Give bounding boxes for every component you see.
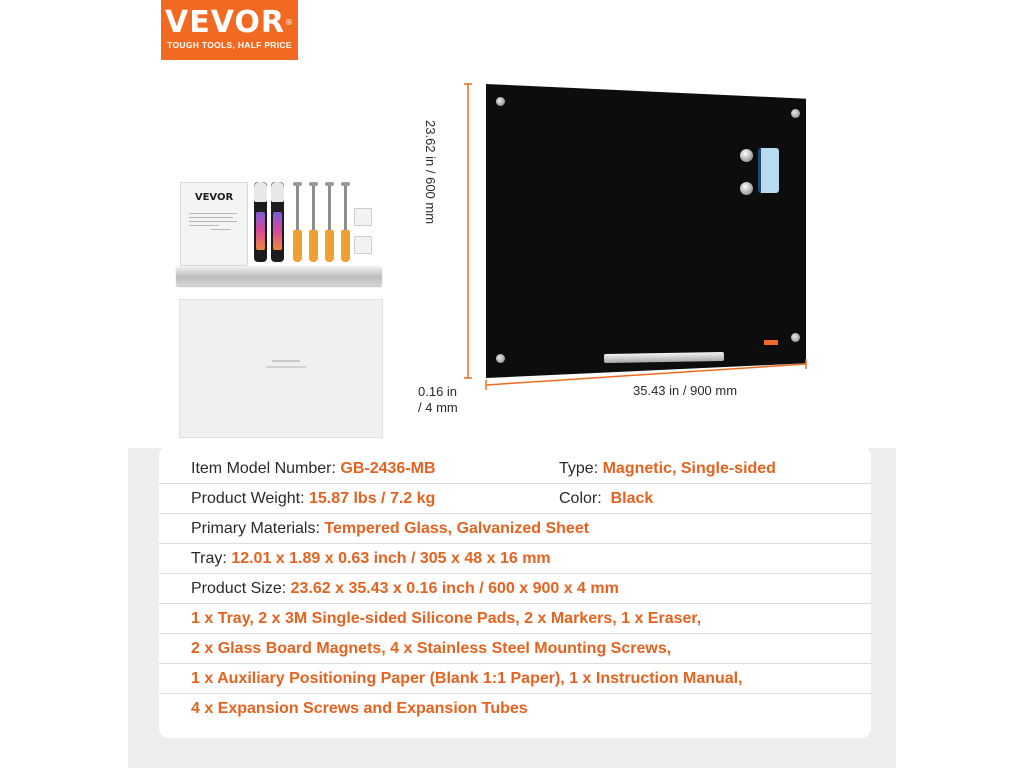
weight-label: Product Weight:: [191, 490, 305, 507]
tray-value: 12.01 x 1.89 x 0.63 inch / 305 x 48 x 16 mm: [231, 550, 551, 567]
spec-row: [159, 484, 871, 514]
thickness-label-line1: 0.16 in: [418, 384, 458, 399]
model-value: GB-2436-MB: [340, 460, 436, 477]
height-dimension-label: 23.62 in / 600 mm: [423, 120, 438, 225]
thickness-label-line2: / 4 mm: [418, 400, 458, 415]
specs-panel: [159, 446, 871, 738]
type-label: Type:: [559, 460, 599, 477]
color-label: Color:: [559, 490, 602, 507]
package-line: [159, 604, 871, 634]
package-line: [159, 664, 871, 694]
package-line: [159, 634, 871, 664]
package-line-text: 2 x Glass Board Magnets, 4 x Stainless Steel Mounting Screws,: [191, 640, 672, 657]
size-value: 23.62 x 35.43 x 0.16 inch / 600 x 900 x 4 mm: [290, 580, 619, 597]
width-dimension-line: [486, 364, 806, 385]
spec-row: [159, 574, 871, 604]
package-line-text: 1 x Tray, 2 x 3M Single-sided Silicone Pads, 2 x Markers, 1 x Eraser,: [191, 610, 702, 627]
logo-brand-text: VEVOR: [164, 5, 285, 40]
package-line-text: 4 x Expansion Screws and Expansion Tubes: [191, 700, 528, 717]
spec-row: [159, 514, 871, 544]
package-line-text: 1 x Auxiliary Positioning Paper (Blank 1:1 Paper), 1 x Instruction Manual,: [191, 670, 743, 687]
model-label: Item Model Number:: [191, 460, 336, 477]
materials-label: Primary Materials:: [191, 520, 320, 537]
tray-label: Tray:: [191, 550, 227, 567]
weight-value: 15.87 lbs / 7.2 kg: [309, 490, 436, 507]
registered-mark: ®: [285, 18, 294, 27]
width-dimension-label: 35.43 in / 900 mm: [633, 383, 738, 398]
spec-row: [159, 454, 871, 484]
product-image: [128, 0, 896, 768]
type-value: Magnetic, Single-sided: [602, 460, 776, 477]
size-label: Product Size:: [191, 580, 287, 597]
materials-value: Tempered Glass, Galvanized Sheet: [324, 520, 590, 537]
manual-brand: VEVOR: [194, 192, 234, 203]
color-value: Black: [610, 490, 654, 507]
package-line: [159, 694, 871, 724]
logo-tagline: TOUGH TOOLS, HALF PRICE: [167, 40, 292, 50]
dimension-lines: [128, 0, 896, 448]
spec-row: [159, 544, 871, 574]
